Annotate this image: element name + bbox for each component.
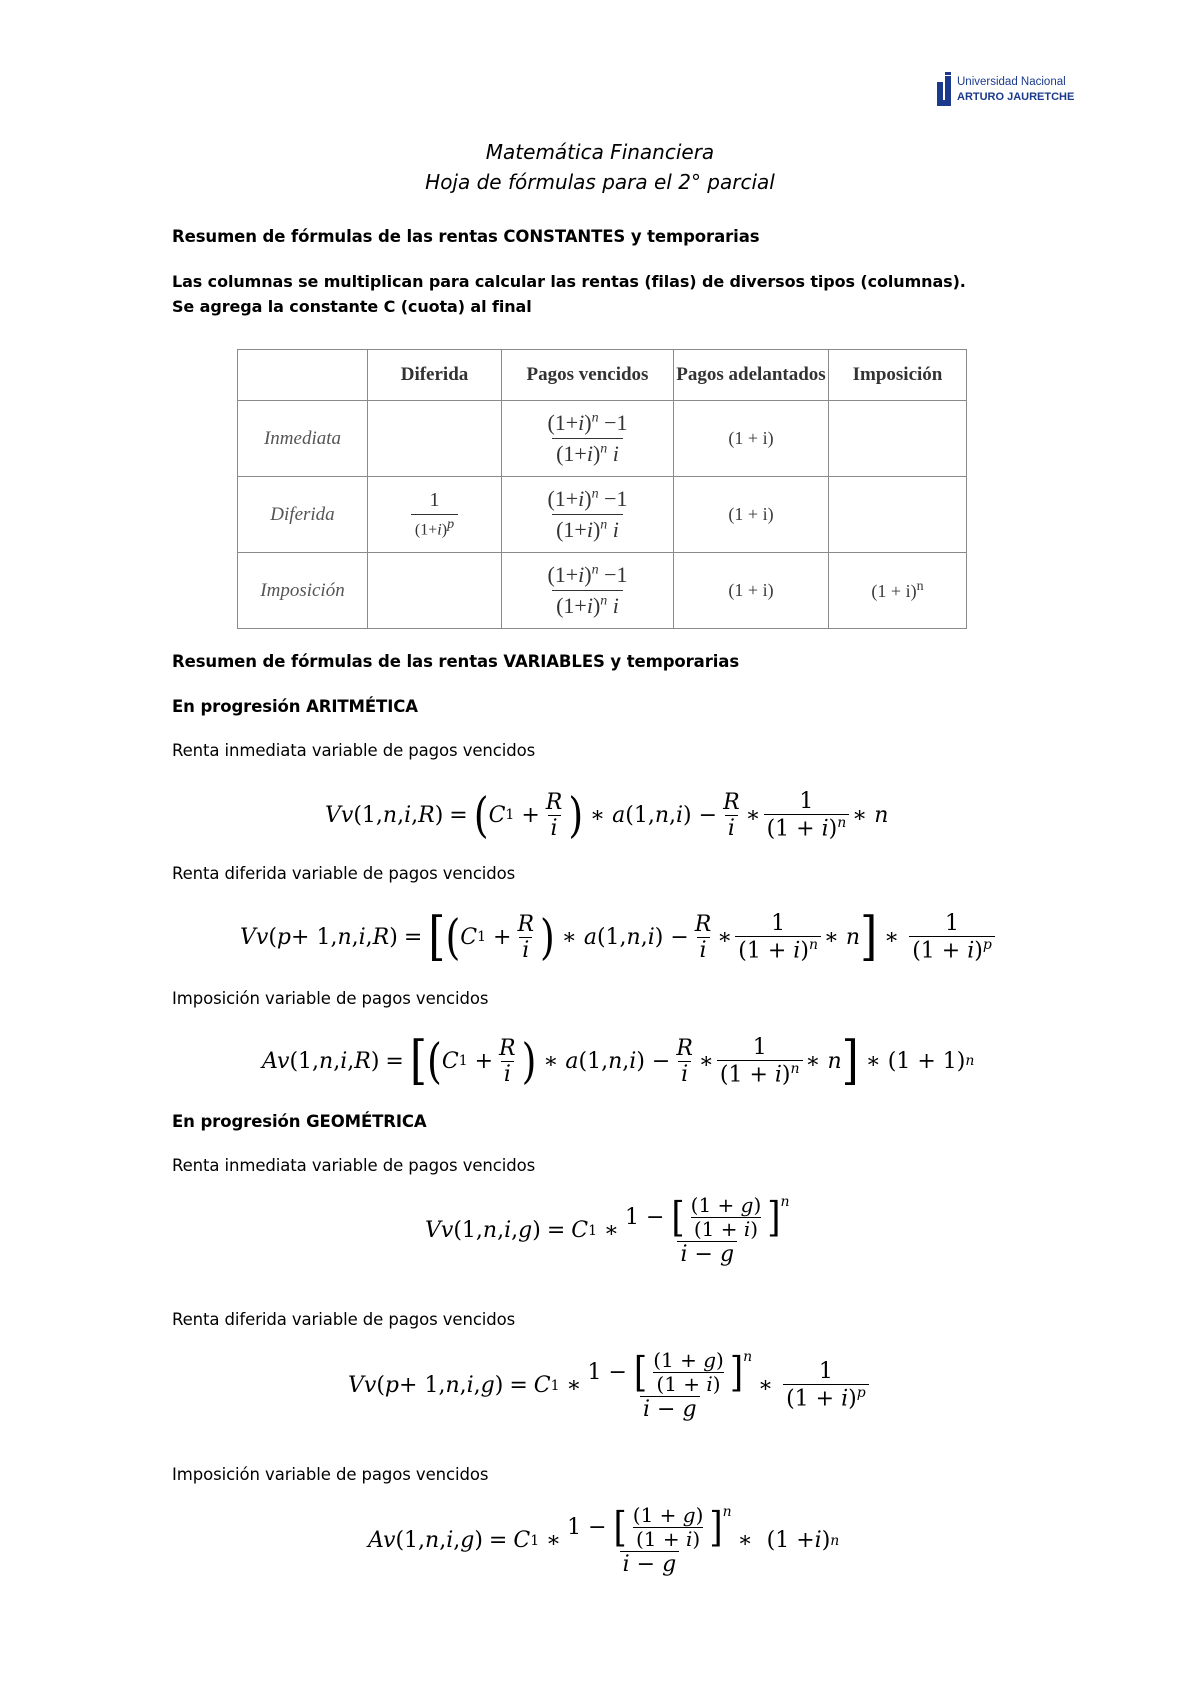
table-row [238,553,967,629]
aritmetica-item-1: Renta inmediata variable de pagos vencidos [172,741,536,760]
row-header: Inmediata [238,401,368,477]
table-cell [829,401,967,477]
formula-geom-imposicion: Av (1, n , i , g ) = C 1 ∗ 1 − [ (1 + g) (1 + i) ] $^n$ i − g ∗ (1 + i ) n [368,1503,840,1577]
annuity-factor-fraction: $\frac{(1+i)^n -1}{(1+i)^n i}$ [547,410,628,466]
geometrica-item-2: Renta diferida variable de pagos vencidos [172,1310,516,1329]
logo-line2: ARTURO JAURETCHE [957,91,1075,103]
university-logo-icon [935,72,1085,108]
formula-arith-imposicion: Av (1, n , i , R ) = [ ( C 1 + R i ) ∗ a (1, n , i ) − R i ∗ 1 $(1 + i)^n$ ∗ n ] ∗ (1 + 1) n [262,1030,975,1092]
table-cell: (1 + i) [674,553,829,629]
constantes-note1: Las columnas se multiplican para calcular las rentas (filas) de diversos tipos (columnas). [172,272,966,291]
document-title: Matemática Financiera [485,140,715,164]
aritmetica-item-3: Imposición variable de pagos vencidos [172,989,489,1008]
row-header: Imposición [238,553,368,629]
annuity-factor-fraction: $\frac{(1+i)^n -1}{(1+i)^n i}$ [547,486,628,542]
table-corner [238,350,368,401]
constantes-heading: Resumen de fórmulas de las rentas CONSTANTES y temporarias [172,227,760,246]
column-header: Pagos vencidos [502,350,674,401]
university-logo [935,72,1085,108]
table-cell: (1 + i) [674,477,829,553]
aritmetica-heading: En progresión ARITMÉTICA [172,697,418,716]
table-cell [368,477,502,553]
table-cell: $(1 + i)^n$ [829,553,967,629]
constant-annuities-table [237,349,967,629]
column-header: Diferida [368,350,502,401]
row-header: Diferida [238,477,368,553]
column-header: Imposición [829,350,967,401]
table-cell [502,477,674,553]
aritmetica-item-2: Renta diferida variable de pagos vencidos [172,864,516,883]
imposicion-factor: (1 + i) [871,581,917,601]
table-cell: (1 + i) [674,401,829,477]
table-cell [502,553,674,629]
table-row [238,477,967,553]
formula-geom-immediate: Vv (1, n , i , g ) = C 1 ∗ 1 − [ (1 + g) (1 + i) ] $^n$ i − g [425,1193,790,1267]
table-cell [368,553,502,629]
formula-arith-immediate: Vv (1, n , i , R ) = ( C 1 + R i ) ∗ a (1, n , i ) − R i ∗ 1 $(1 + i)^n$ ∗ n [325,787,889,843]
table-cell [502,401,674,477]
column-header: Pagos adelantados [674,350,829,401]
formula-geom-deferred: Vv ( p + 1, n , i , g ) = C 1 ∗ 1 − [ (1 + g) (1 + i) ] $^n$ i − g ∗ 1 $(1 + i)^p$ [348,1350,872,1421]
variables-heading: Resumen de fórmulas de las rentas VARIABLES y temporarias [172,652,740,671]
deferral-factor-fraction: $\frac{1}{(1+i)^p}$ [411,489,458,539]
table-row [238,401,967,477]
table-cell [368,401,502,477]
document-subtitle: Hoja de fórmulas para el 2° parcial [425,170,775,194]
annuity-factor-fraction: $\frac{(1+i)^n -1}{(1+i)^n i}$ [547,562,628,618]
formula-arith-deferred: Vv ( p + 1, n , i , R ) = [ ( C 1 + R i ) ∗ a (1, n , i ) − R i ∗ 1 $(1 + i)^n$ ∗ n ] ∗ 1 $(1 + i)^p$ [240,912,998,963]
geometrica-heading: En progresión GEOMÉTRICA [172,1112,427,1131]
constantes-note2: Se agrega la constante C (cuota) al final [172,297,532,316]
table-cell [829,477,967,553]
logo-line1: Universidad Nacional [957,76,1066,88]
geometrica-item-3: Imposición variable de pagos vencidos [172,1465,489,1484]
geometrica-item-1: Renta inmediata variable de pagos vencidos [172,1156,536,1175]
